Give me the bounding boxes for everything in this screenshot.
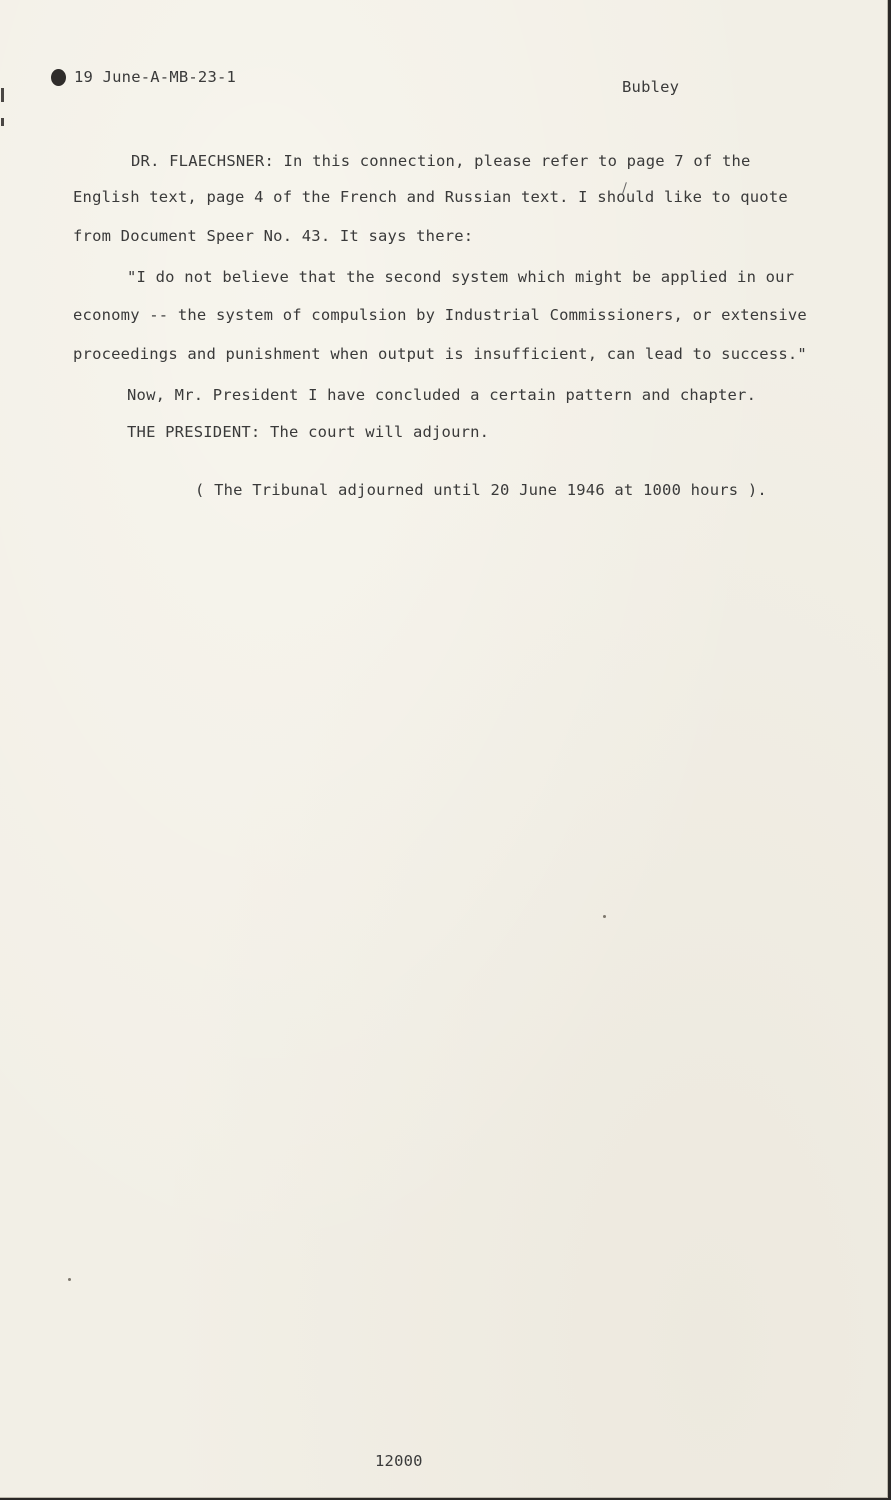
speaker-line: THE PRESIDENT: The court will adjourn. [127,423,490,441]
text-line: English text, page 4 of the French and Russian text. I should like to quote [73,188,788,206]
document-id: 19 June-A-MB-23-1 [74,68,237,86]
quote-line: proceedings and punishment when output is insufficient, can lead to success." [73,345,807,363]
margin-mark [1,118,4,126]
page-number: 12000 [375,1452,423,1470]
margin-mark [1,88,4,102]
punch-hole [51,69,66,86]
text-line: from Document Speer No. 43. It says there: [73,227,474,245]
quote-line: economy -- the system of compulsion by Industrial Commissioners, or extensive [73,306,807,324]
paper-speck [68,1278,71,1281]
text-line: DR. FLAECHSNER: In this connection, please refer to page 7 of the [131,152,751,170]
text-line: Now, Mr. President I have concluded a certain pattern and chapter. [127,386,757,404]
reporter-name: Bubley [622,78,680,96]
adjournment-note: ( The Tribunal adjourned until 20 June 1946 at 1000 hours ). [195,481,767,499]
paper-speck [603,915,606,918]
quote-line: "I do not believe that the second system which might be applied in our [127,268,795,286]
